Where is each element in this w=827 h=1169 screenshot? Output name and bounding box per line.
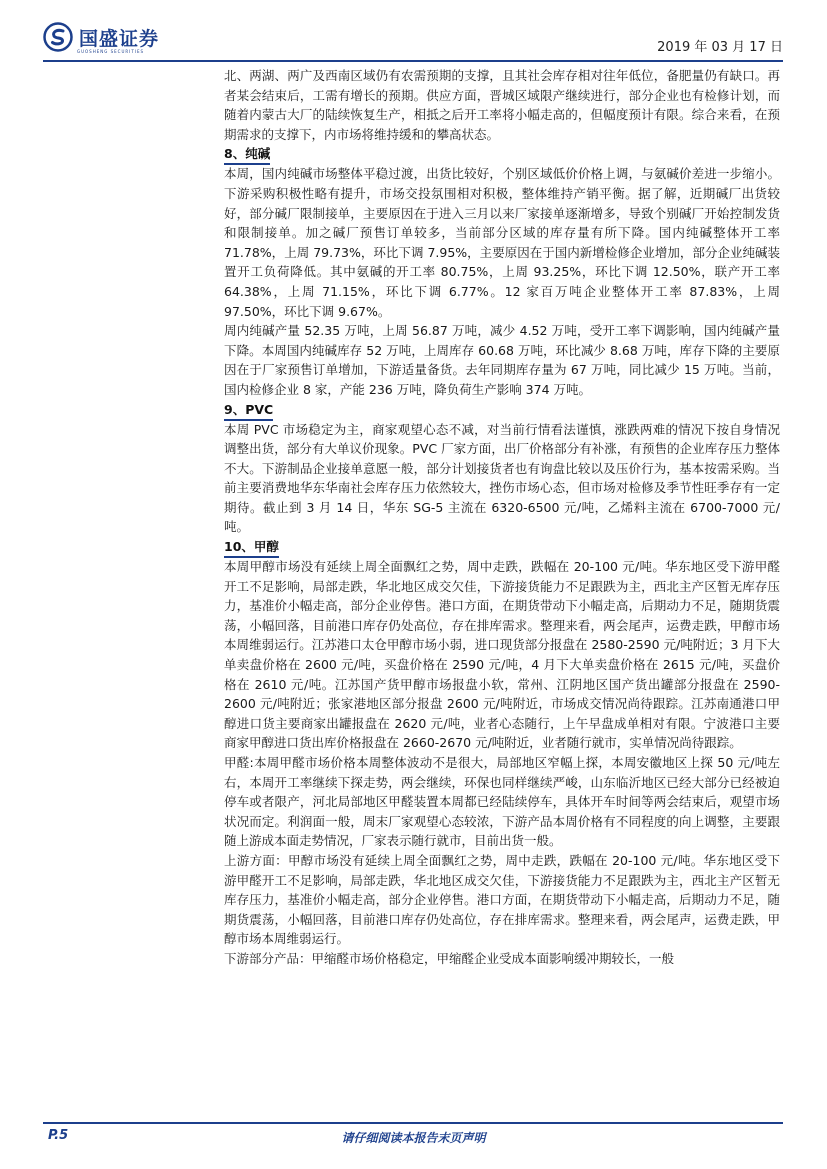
page-header	[43, 22, 783, 58]
section-heading-soda-ash: 8、纯碱	[224, 144, 780, 164]
report-date: 2019 年 03 月 17 日	[657, 40, 783, 55]
section-heading-methanol: 10、甲醇	[224, 537, 780, 557]
page-number: P.5	[48, 1128, 69, 1143]
report-body	[224, 66, 780, 969]
section-heading-pvc: 9、PVC	[224, 400, 780, 420]
logo-mark-icon	[43, 22, 73, 52]
footer-divider	[43, 1122, 783, 1124]
header-divider	[43, 60, 783, 62]
paragraph-downstream: 下游部分产品：甲缩醛市场价格稳定，甲缩醛企业受成本面影响缓冲期较长，一般	[224, 950, 675, 966]
paragraph-formaldehyde: 甲醛:本周甲醛市场价格本周整体波动不是很大，局部地区窄幅上探，本周安徽地区上探 50 元/吨左右，本周开工率继续下探走势，两会继续，环保也同样继续严峻，山东临沂地区已经大部分已经被迫停车或者限产，河北局部地区甲醛装置本周都已经陆续停车，具体开车时间等两会结束后，观望市场状况而定。利润面一般，周末厂家观望心态较浓，下游产品本周价格有不同程度的向上调整，主要跟随上游成本面走势情况，厂家表示随行就市，目前出货一般。	[224, 755, 780, 849]
paragraph-pvc: 本周 PVC 市场稳定为主，商家观望心态不减，对当前行情看法谨慎，涨跌两难的情况下按自身情况调整出货，部分有大单议价现象。PVC 厂家方面，出厂价格部分有补涨，有预售的企业库存压力整体不大。下游制品企业接单意愿一般，部分计划接货者也有询盘比较以及压价行为，基本按需采购。当前主要消费地华东华南社会库存压力依然较大，挫伤市场心态，但市场对检修及季节性旺季存有一定期待。截止到 3 月 14 日，华东 SG-5 主流在 6320-6500 元/吨，乙烯料主流在 6700-7000 元/吨。	[224, 421, 780, 535]
paragraph-upstream: 上游方面：甲醇市场没有延续上周全面飘红之势，周中走跌，跌幅在 20-100 元/吨。华东地区受下游甲醛开工不足影响，局部走跌，华北地区成交欠佳，下游接货能力不足跟跌为主，西北主产区暂无库存压力，基准价小幅走高，部分企业停售。港口方面，在期货带动下小幅走高，后期动力不足，随期货震荡，小幅回落，目前港口库存仍处高位，存在排库需求。整理来看，两会尾声，运费走跌，甲醇市场本周维弱运行。	[224, 852, 780, 947]
disclaimer-note: 请仔细阅读本报告末页声明	[341, 1131, 486, 1145]
paragraph-methanol-1: 本周甲醇市场没有延续上周全面飘红之势，周中走跌，跌幅在 20-100 元/吨。华东地区受下游甲醛开工不足影响，局部走跌，华北地区成交欠佳，下游接货能力不足跟跌为主，西北主产区暂无库存压力，基准价小幅走高，部分企业停售。港口方面，在期货带动下小幅走高，后期动力不足，随期货震荡，小幅回落，目前港口库存仍处高位，存在排库需求。整理来看，两会尾声，运费走跌，甲醇市场本周维弱运行。江苏港口太仓甲醇市场小弱，进口现货部分报盘在 2580-2590 元/吨附近；3 月下大单卖盘价格在 2600 元/吨，买盘价格在 2590 元/吨，4 月下大单卖盘价格在 2615 元/吨，买盘价格在 2610 元/吨。江苏国产货甲醇市场报盘小软，常州、江阴地区国产货出罐部分报盘在 2590-2600 元/吨附近；张家港地区部分报盘 2600 元/吨附近，市场成交情况尚待跟踪。江苏南通港口甲醇进口货主要商家出罐报盘在 2620 元/吨，业者心态随行，上午早盘成单相对有限。宁波港口主要商家甲醇进口货出库价格报盘在 2660-2670 元/吨附近，业者随行就市，实单情况尚待跟踪。	[224, 559, 780, 751]
logo-subtitle: GUOSHENG SECURITIES	[77, 49, 145, 54]
logo-text: 国盛证券	[79, 27, 160, 50]
paragraph-intro: 北、两湖、两广及西南区域仍有农需预期的支撑，且其社会库存相对往年低位，备肥量仍有缺口。再者某会结束后，工需有增长的预期。供应方面，晋城区域限产继续进行，部分企业也有检修计划，而随着内蒙古大厂的陆续恢复生产，相抵之后开工率将小幅走高的，但幅度预计有限。综合来看，在预期需求的支撑下，内市场将维持缓和的攀高状态。	[224, 68, 780, 142]
paragraph-soda-ash-2: 周内纯碱产量 52.35 万吨，上周 56.87 万吨，减少 4.52 万吨，受开工率下调影响，国内纯碱产量下降。本周国内纯碱库存 52 万吨，上周库存 60.68 万吨，环比减少 8.68 万吨，库存下降的主要原因在于厂家预售订单增加，下游适量备货。去年同期库存量为 67 万吨，同比减少 15 万吨。当前，国内检修企业 8 家，产能 236 万吨，降负荷生产影响 374 万吨。	[224, 323, 780, 397]
company-logo	[43, 22, 159, 52]
paragraph-soda-ash-1: 本周，国内纯碱市场整体平稳过渡，出货比较好，个别区域低价价格上调，与氨碱价差进一步缩小。下游采购积极性略有提升，市场交投氛围相对积极，整体维持产销平衡。据了解，近期碱厂出货较好，部分碱厂限制接单，主要原因在于进入三月以来厂家接单逐渐增多，导致个别碱厂开始控制发货和限制接单。加之碱厂预售订单较多，当前部分区域的库存量有所下降。国内纯碱整体开工率 71.78%，上周 79.73%，环比下调 7.95%，主要原因在于国内新增检修企业增加，部分企业纯碱装置开工负荷降低。其中氨碱的开工率 80.75%，上周 93.25%，环比下调 12.50%，联产开工率 64.38%，上周 71.15%，环比下调 6.77%。12 家百万吨企业整体开工率 87.83%，上周 97.50%，环比下调 9.67%。	[224, 166, 780, 319]
